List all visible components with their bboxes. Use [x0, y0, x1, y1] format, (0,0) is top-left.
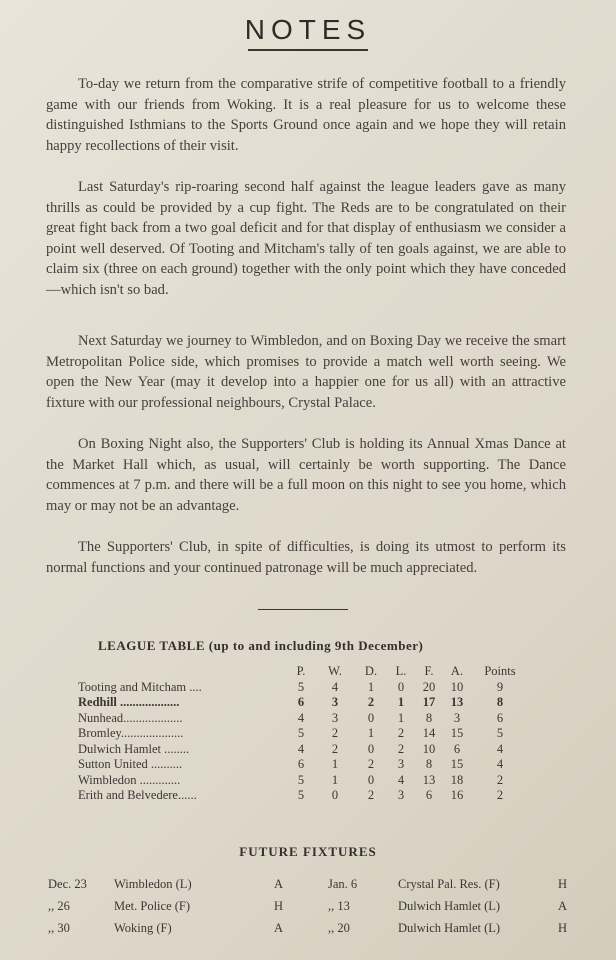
future-fixtures-heading: FUTURE FIXTURES	[239, 844, 377, 859]
column-header-drawn: D.	[364, 664, 378, 678]
cell-lost: 0	[397, 679, 405, 694]
cell-won: 1	[331, 757, 339, 771]
cell-goals-for: 14	[422, 726, 436, 740]
cell-points: 2	[496, 788, 504, 802]
team-name: Dulwich Hamlet ........	[78, 741, 190, 756]
fixture-opponent: Crystal Pal. Res. (F)	[398, 877, 500, 891]
column-header-team	[78, 664, 288, 680]
table-row	[78, 757, 528, 773]
paragraph-last-saturday: Last Saturday's rip-roaring second half against the league leaders gave as many thrills as could be provided by a cup fight. The Reds are to be congratulated on their great fight back from a two goal deficit and for that display of enthusiasm we consider a point well deserved. Of Tooting and Mitcham's tally of ten goals against, we are able to claim six (three on each ground) together with the only point which they have conceded—which isn't so bad.	[46, 179, 566, 298]
cell-played: 6	[297, 695, 305, 709]
team-name: Wimbledon .............	[78, 772, 181, 787]
cell-goals-against: 16	[450, 788, 464, 802]
cell-goals-for: 8	[425, 757, 433, 771]
cell-drawn: 2	[367, 788, 375, 802]
fixture-row	[328, 873, 578, 895]
cell-goals-for: 8	[425, 710, 433, 725]
cell-won: 3	[331, 710, 339, 725]
league-table-title: LEAGUE TABLE	[98, 638, 206, 653]
cell-drawn: 1	[367, 726, 375, 740]
fixture-date: Jan. 6	[328, 877, 358, 891]
paragraph-supporters-club: The Supporters' Club, in spite of difficulties, is doing its utmost to perform its normal functions and your continued patronage will be much appreciated.	[46, 539, 566, 576]
table-row	[78, 680, 528, 696]
fixture-row	[328, 917, 578, 939]
fixture-row	[48, 917, 318, 939]
team-name: Erith and Belvedere......	[78, 788, 197, 802]
cell-goals-for: 6	[425, 788, 433, 802]
cell-points: 6	[496, 710, 504, 725]
fixture-date: ,, 13	[328, 899, 350, 913]
cell-goals-for: 17	[422, 695, 436, 709]
cell-points: 2	[496, 772, 504, 787]
column-header-played: P.	[296, 664, 306, 678]
team-name: Nunhead...................	[78, 710, 183, 725]
fixture-opponent: Wimbledon (L)	[114, 877, 192, 891]
fixtures-december	[48, 873, 318, 939]
cell-lost: 2	[397, 741, 405, 756]
paragraph-boxing-night: On Boxing Night also, the Supporters' Club is holding its Annual Xmas Dance at the Market Hall which, as usual, will certainly be worth supporting. The Dance commences at 7 p.m. and there will be a full moon on this night to see you home, which may or may not be an advantage.	[46, 436, 566, 514]
fixture-venue: A	[558, 899, 568, 913]
league-header-row	[78, 664, 528, 680]
cell-goals-against: 15	[450, 757, 464, 771]
cell-drawn: 0	[367, 772, 375, 787]
cell-won: 3	[331, 695, 339, 709]
cell-points: 5	[496, 726, 504, 740]
cell-drawn: 0	[367, 741, 375, 756]
fixture-venue: H	[274, 899, 284, 913]
fixture-date: ,, 30	[48, 921, 70, 935]
table-row	[78, 695, 528, 711]
cell-lost: 3	[397, 788, 405, 802]
title-underline	[248, 49, 368, 51]
fixture-date: ,, 20	[328, 921, 350, 935]
page-title: NOTES	[244, 14, 372, 45]
cell-points: 4	[496, 757, 504, 771]
cell-lost: 4	[397, 772, 405, 787]
cell-drawn: 0	[367, 710, 375, 725]
column-header-won: W.	[328, 664, 342, 678]
team-name: Sutton United ..........	[78, 757, 183, 771]
cell-won: 2	[331, 741, 339, 756]
cell-points: 4	[496, 741, 504, 756]
column-header-for: F.	[424, 664, 434, 678]
team-name: Redhill ...................	[78, 695, 180, 709]
cell-played: 5	[297, 679, 305, 694]
fixture-row	[328, 895, 578, 917]
cell-lost: 3	[397, 757, 405, 771]
cell-goals-against: 10	[450, 679, 464, 694]
table-row	[78, 711, 528, 727]
cell-lost: 1	[397, 695, 405, 709]
league-table	[78, 664, 528, 804]
paragraph-next-saturday: Next Saturday we journey to Wimbledon, and on Boxing Day we receive the smart Metropolitan Police side, which promises to provide a match well worth seeing. We open the New Year (may it develop into a happier one for us all) with an attractive fixture with our professional neighbours, Crystal Palace.	[46, 333, 566, 411]
cell-played: 4	[297, 710, 305, 725]
cell-played: 4	[297, 741, 305, 756]
cell-goals-for: 20	[422, 679, 436, 694]
cell-goals-for: 13	[422, 772, 436, 787]
fixture-venue: H	[558, 877, 568, 891]
cell-points: 8	[496, 695, 504, 709]
fixture-row	[48, 895, 318, 917]
fixture-opponent: Dulwich Hamlet (L)	[398, 921, 501, 935]
fixture-opponent: Met. Police (F)	[114, 899, 191, 913]
paragraph-intro: To-day we return from the comparative strife of competitive football to a friendly game with our friends from Woking. It is a real pleasure for us to welcome these distinguished Isthmians to the Sports Ground once again and we hope they will retain happy recollections of their visit.	[46, 76, 566, 154]
table-row	[78, 742, 528, 758]
team-name: Bromley....................	[78, 726, 184, 740]
cell-played: 6	[297, 757, 305, 771]
team-name: Tooting and Mitcham ....	[78, 679, 202, 694]
cell-played: 5	[297, 726, 305, 740]
cell-won: 0	[331, 788, 339, 802]
column-header-against: A.	[450, 664, 464, 678]
cell-goals-for: 10	[422, 741, 436, 756]
cell-drawn: 2	[367, 695, 375, 709]
table-row	[78, 773, 528, 789]
cell-drawn: 1	[367, 679, 375, 694]
fixture-venue: H	[558, 921, 568, 935]
cell-goals-against: 15	[450, 726, 464, 740]
cell-lost: 2	[397, 726, 405, 740]
cell-played: 5	[297, 788, 305, 802]
column-header-points: Points	[484, 664, 516, 678]
cell-goals-against: 13	[450, 695, 464, 709]
cell-won: 2	[331, 726, 339, 740]
cell-goals-against: 18	[450, 772, 464, 787]
cell-won: 4	[331, 679, 339, 694]
column-header-lost: L.	[395, 664, 407, 678]
cell-played: 5	[297, 772, 305, 787]
league-table-subtitle: (up to and including 9th December)	[208, 638, 424, 653]
cell-lost: 1	[397, 710, 405, 725]
fixture-date: Dec. 23	[48, 877, 87, 891]
cell-goals-against: 6	[453, 741, 461, 756]
table-row	[78, 726, 528, 742]
fixture-venue: A	[274, 877, 284, 891]
fixture-row	[48, 873, 318, 895]
cell-drawn: 2	[367, 757, 375, 771]
fixture-opponent: Dulwich Hamlet (L)	[398, 899, 501, 913]
cell-goals-against: 3	[453, 710, 461, 725]
fixtures-january	[328, 873, 578, 939]
section-divider	[258, 609, 348, 610]
fixture-venue: A	[274, 921, 284, 935]
fixture-opponent: Woking (F)	[114, 921, 172, 935]
cell-won: 1	[331, 772, 339, 787]
cell-points: 9	[496, 679, 504, 694]
table-row	[78, 788, 528, 804]
fixture-date: ,, 26	[48, 899, 70, 913]
league-table-heading	[98, 638, 423, 654]
